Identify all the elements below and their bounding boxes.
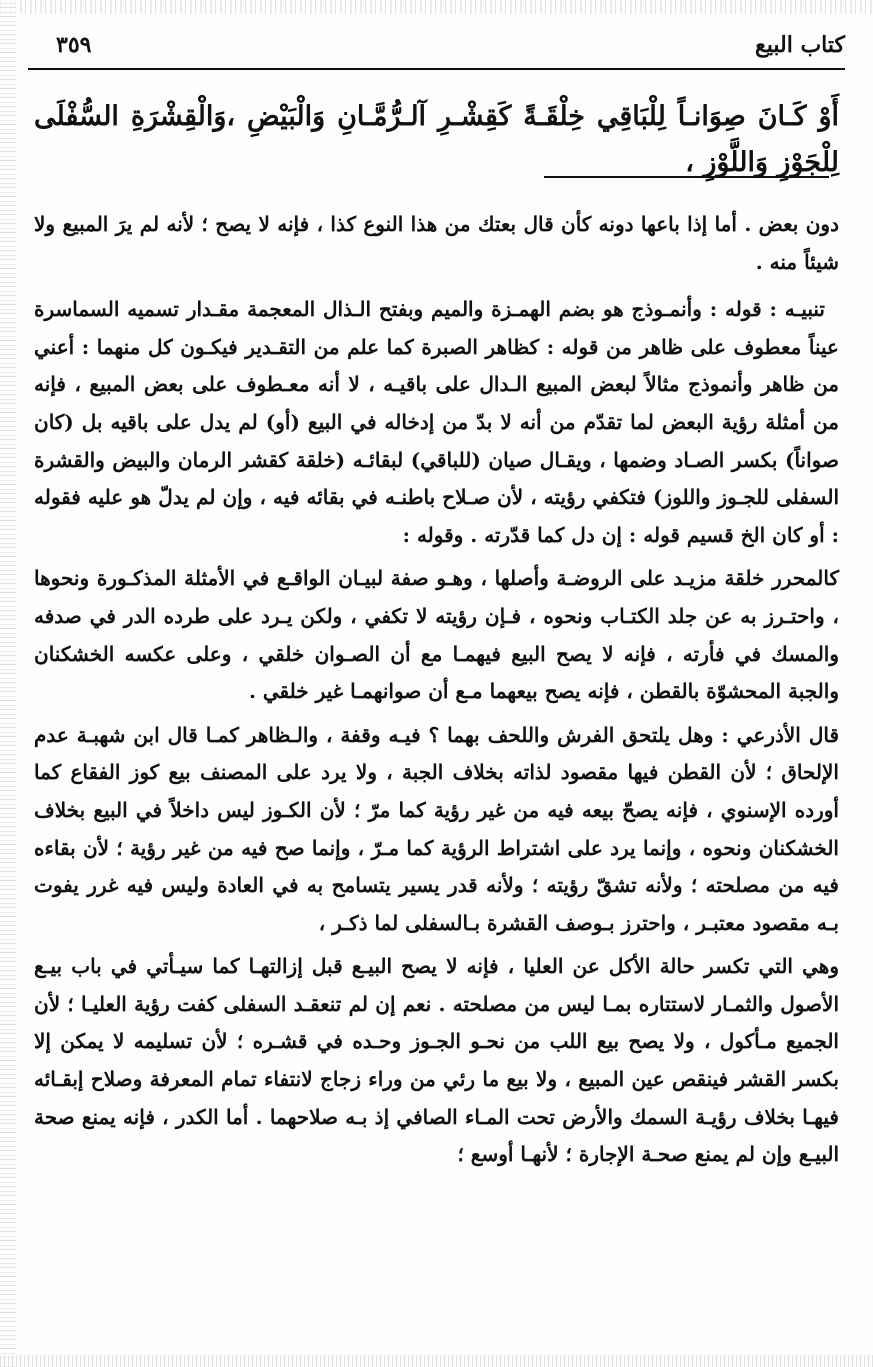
page-header: [28, 28, 845, 66]
paragraph-2: تنبيـه : قوله : وأنمـوذج هو بضم الهمـزة والميم وبفتح الـذال المعجمة مقـدار تسميه السماسرة عيناً معطوف على ظاهر من قوله : كظاهر الصبرة كما علم من التقـدير فيكـون كل منهما : أعني من ظاهر وأنموذج مثالاً لبعض المبيع الـدال على باقيـه ، لا أنه معـطوف على بعض المبيع ، فإنه من أمثلة رؤية البعض لما تقدّم من أنه لا بدّ من إدخاله في البيع (أو) لم يدل على باقيه بل (كان صواناً) بكسر الصـاد وضمها ، ويقـال صيان (للباقي) لبقائـه (خلقة كقشر الرمان والبيض والقشرة السفلى للجـوز واللوز) فتكفي رؤيته ، لأن صـلاح باطنـه في بقائه فيه ، وإن لم يدلّ هو عليه فقوله : أو كان الخ قسيم قوله : إن دل كما قدّرته . وقوله :: [34, 297, 839, 547]
paragraph-3: كالمحرر خلقة مزيـد على الروضـة وأصلها ، وهـو صفة لبيـان الواقـع في الأمثلة المذكـورة ونحوها ، واحتـرز به عن جلد الكتـاب ونحوه ، فـإن رؤيته لا تكفي ، ولكن يـرد على طرده الدر في صدفه والمسك في فأرته ، فإنه لا يصح البيع فيهمـا مع أن الصـوان خلقي ، وعلى عكسه الخشكنان والجبة المحشوّة بالقطن ، فإنه يصح بيعهما مـع أن صوانهمـا غير خلقي .: [34, 566, 839, 704]
scan-edge-bottom: [0, 1355, 873, 1367]
header-divider: [28, 68, 845, 70]
paragraph-5: وهي التي تكسر حالة الأكل عن العليا ، فإنه لا يصح البيـع قبل إزالتهـا كما سيـأتي في باب بيـع الأصول والثمـار لاستتاره بمـا ليس من مصلحته . نعم إن لم تنعقـد السفلى كفت رؤية العليـا ؛ لأن الجميع مـأكول ، ولا يصح بيع اللب من نحـو الجـوز وحـده في قشـره ؛ لأن تسليمه لا يمكن إلا بكسر القشر فينقص عين المبيع ، ولا بيع ما رئي من وراء زجاج لانتفاء تمام المعرفة وصلاح إبقـائه فيهـا بخلاف رؤيـة السمك والأرض تحت المـاء الصافي إذ بـه صلاحهما . أما الكدر ، فإنه يمنع صحة البيـع وإن لم يمنع صحـة الإجارة ؛ لأنهـا أوسع ؛: [34, 954, 839, 1167]
paragraph-4: قال الأذرعي : وهل يلتحق الفرش واللحف بهما ؟ فيـه وقفة ، والـظاهر كمـا قال ابن شهبـة عدم الإلحاق ؛ لأن القطن فيها مقصود لذاته بخلاف الجبة ، ولا يرد على المصنف بيع كوز الفقاع كما أورده الإسنوي ، فإنه يصحّ بيعه فيه من غير رؤية كما مرّ ؛ لأن الكـوز ليس داخلاً في البيع بخلاف الخشكنان ونحوه ، وإنما يرد على اشتراط الرؤية كما مـرّ ، وإنما صح فيه من غير رؤية ؛ لأن بقاءه فيه من مصلحته ؛ ولأنه تشقّ رؤيته ؛ ولأنه قدر يسير يتسامح به في العادة وليس فيه غرر يفوت بـه مقصود معتبـر ، واحترز بـوصف القشرة بـالسفلى لما ذكـر ،: [34, 722, 839, 935]
paragraph-1: دون بعض . أما إذا باعها دونه كأن قال بعتك من هذا النوع كذا ، فإنه لا يصح ؛ لأنه لم يرَ المبيع ولا شيئاً منه .: [34, 212, 839, 274]
scan-edge-left: [0, 0, 16, 1367]
commentary-body: [34, 206, 839, 1180]
page-number: ٣٥٩: [56, 32, 92, 58]
matn-divider: [544, 176, 829, 178]
scan-edge-top: [0, 0, 873, 14]
matn-text: أَوْ كَـانَ صِوَانـاً لِلْبَاقِي خِلْقَـةً كَقِشْـرِ آلـرُّمَّـانِ وَالْبَيْضِ ،وَالْقِشْرَةِ السُّفْلَى لِلْجَوْزِ وَاللَّوْزِ ،: [34, 101, 839, 178]
running-title: كتاب البيع: [755, 32, 845, 58]
